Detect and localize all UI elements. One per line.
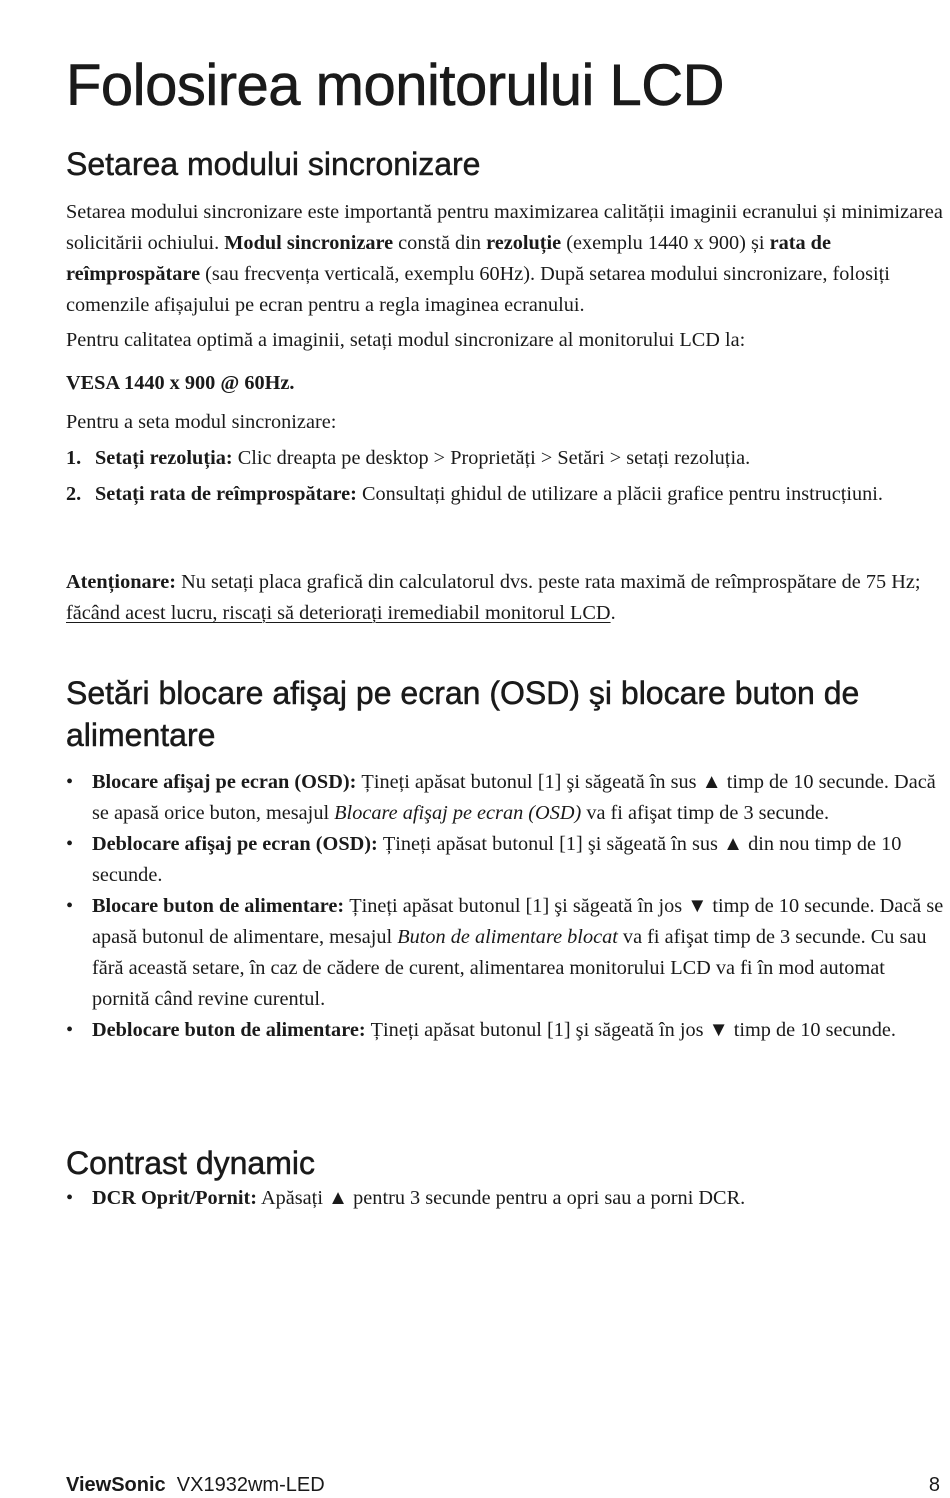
- list-item: [66, 829, 946, 891]
- item-text: Apăsați ▲ pentru 3 secunde pentru a opri sau a porni DCR.: [257, 1187, 746, 1209]
- intro-paragraph: [66, 197, 946, 321]
- intro-bold-sync-mode: Modul sincronizare: [224, 232, 394, 254]
- intro-text-1: Setarea modului sincronizare este importantă pentru maximizarea calității imaginii ecranului și minimizarea solicitării ochiului.: [66, 201, 943, 254]
- step-text: Clic dreapta pe desktop > Proprietăți > Setări > setați rezoluția.: [232, 447, 751, 469]
- list-item: [66, 767, 946, 829]
- item-label: Deblocare buton de alimentare:: [92, 1019, 366, 1041]
- warning-label: Atenționare:: [66, 571, 177, 593]
- page-title: Folosirea monitorului LCD: [66, 53, 724, 118]
- item-text: Țineți apăsat butonul [1] şi săgeată în sus ▲ timp de 10 secunde. Dacă se apasă orice buton, mesajul: [92, 771, 936, 824]
- bullet-icon: •: [66, 1019, 74, 1041]
- warning-underlined: făcând acest lucru, riscați să deteriorați iremediabil monitorul LCD: [66, 602, 611, 624]
- step-number: 1.: [66, 447, 82, 469]
- item-text: Țineți apăsat butonul [1] şi săgeată în sus ▲ din nou timp de 10 secunde.: [92, 833, 902, 886]
- item-label: Blocare buton de alimentare:: [92, 895, 345, 917]
- list-item: [66, 1015, 946, 1046]
- warning-paragraph: [66, 567, 946, 629]
- item-text: Țineți apăsat butonul [1] şi săgeată în jos ▼ timp de 10 secunde. Dacă se apasă butonul de alimentare, mesajul: [92, 895, 944, 948]
- intro-text-4: (sau frecvența verticală, exemplu 60Hz). După setarea modului sincronizare, folosiți comenzile afișajului pe ecran pentru a regla imaginea ecranului.: [66, 263, 890, 316]
- step-label: Setați rezoluția:: [95, 447, 233, 469]
- section-heading-sync-mode: Setarea modului sincronizare: [66, 146, 481, 182]
- intro-bold-resolution: rezoluție: [486, 232, 562, 254]
- intro-text-3: (exemplu 1440 x 900) și: [561, 232, 770, 254]
- item-label: DCR Oprit/Pornit:: [92, 1187, 258, 1209]
- warning-end: .: [610, 602, 616, 624]
- bullet-icon: •: [66, 895, 74, 917]
- howto-paragraph: Pentru a seta modul sincronizare:: [66, 411, 337, 433]
- step-number: 2.: [66, 483, 82, 505]
- section-heading-osd-lock: Setări blocare afişaj pe ecran (OSD) şi blocare buton de alimentare: [66, 675, 860, 753]
- bullet-icon: •: [66, 833, 74, 855]
- item-label: Deblocare afişaj pe ecran (OSD):: [92, 833, 378, 855]
- step-text: Consultați ghidul de utilizare a plăcii grafice pentru instrucțiuni.: [356, 483, 883, 505]
- page-number: 8: [928, 1474, 940, 1496]
- footer-brand: [66, 1474, 325, 1497]
- step-label: Setați rata de reîmprospătare:: [95, 483, 357, 505]
- list-item: [66, 479, 946, 510]
- bullet-icon: •: [66, 1187, 74, 1209]
- warning-text: Nu setați placa grafică din calculatorul dvs. peste rata maximă de reîmprospătare de 75 Hz;: [176, 571, 921, 593]
- item-text-end: va fi afişat timp de 3 secunde.: [581, 802, 830, 824]
- list-item: [66, 891, 946, 1015]
- dcr-list: [66, 1183, 946, 1214]
- optimal-paragraph: Pentru calitatea optimă a imaginii, setați modul sincronizare al monitorului LCD la:: [66, 329, 746, 351]
- item-text: Țineți apăsat butonul [1] şi săgeată în jos ▼ timp de 10 secunde.: [365, 1019, 896, 1041]
- steps-list: [66, 443, 946, 510]
- bullet-icon: •: [66, 771, 74, 793]
- item-message: Buton de alimentare blocat: [397, 926, 618, 948]
- item-message: Blocare afişaj pe ecran (OSD): [334, 802, 582, 824]
- item-label: Blocare afişaj pe ecran (OSD):: [92, 771, 357, 793]
- list-item: [66, 443, 946, 474]
- section-heading-dynamic-contrast: Contrast dynamic: [66, 1145, 315, 1181]
- lock-list: [66, 767, 946, 1046]
- intro-text-2: constă din: [393, 232, 487, 254]
- item-text-end: va fi afişat timp de 3 secunde. Cu sau fără această setare, în caz de cădere de curent, alimentarea monitorului LCD va fi în mod automat pornită când revine curentul.: [92, 926, 927, 1010]
- model-name: VX1932wm-LED: [176, 1474, 325, 1496]
- brand-name: ViewSonic: [66, 1474, 166, 1496]
- vesa-mode: VESA 1440 x 900 @ 60Hz.: [66, 372, 295, 394]
- list-item: [66, 1183, 946, 1214]
- intro-bold-refresh-rate: rata de reîmprospătare: [66, 232, 831, 285]
